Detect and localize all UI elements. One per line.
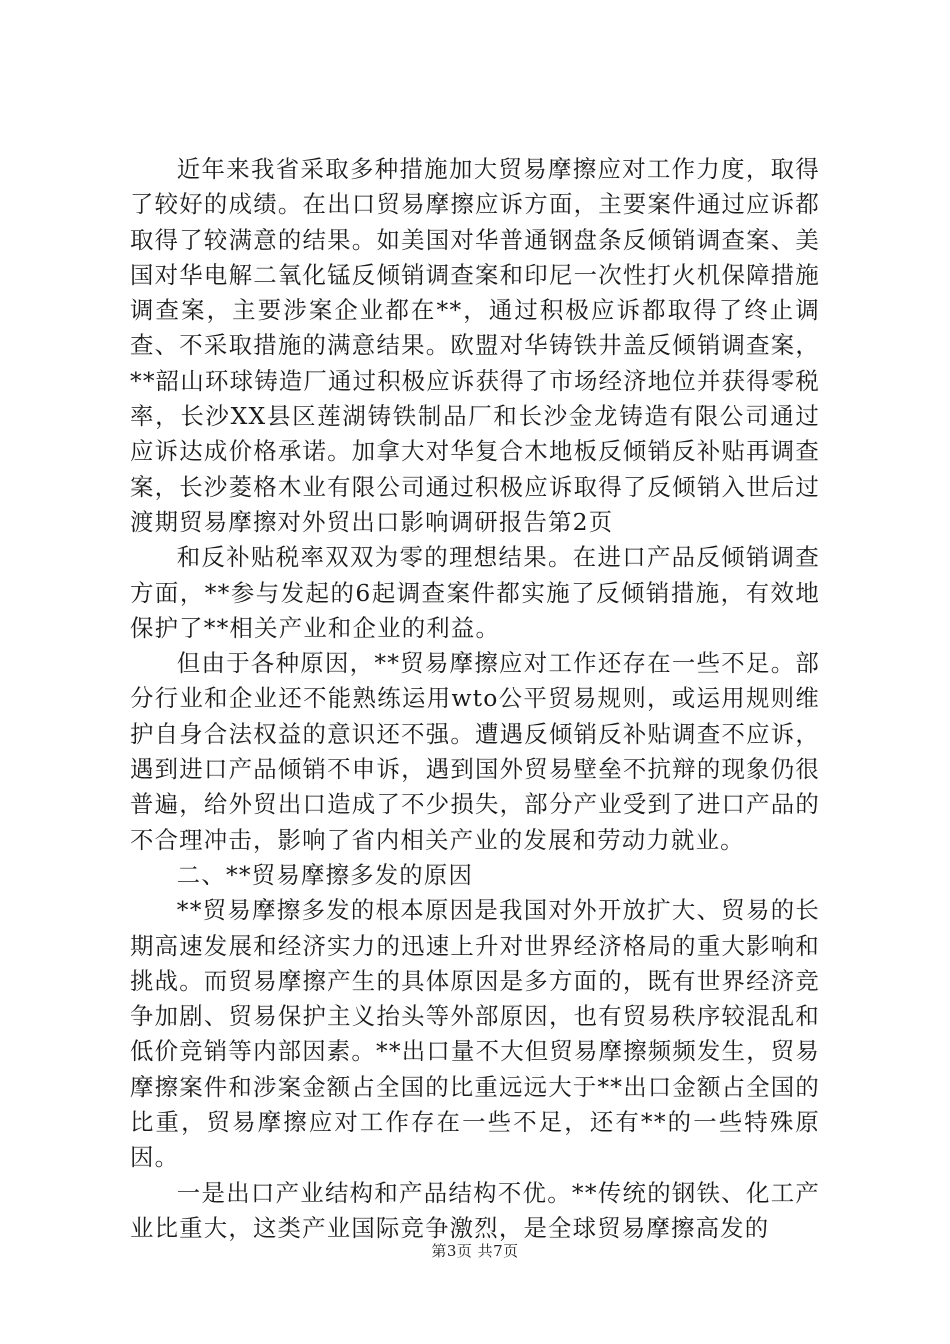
paragraph-root-causes: **贸易摩擦多发的根本原因是我国对外开放扩大、贸易的长期高速发展和经济实力的迅速上升对世界经济格局的重大影响和挑战。而贸易摩擦产生的具体原因是多方面的，既有世界经济竞争加剧、贸易保护主义抬头等外部原因，也有贸易秩序较混乱和低价竞销等内部因素。**出口量不大但贸易摩擦频频发生，贸易摩擦案件和涉案金额占全国的比重远远大于**出口金额占全国的比重，贸易摩擦应对工作存在一些不足，还有**的一些特殊原因。 xyxy=(130,896,820,1172)
paragraph-intro: 近年来我省采取多种措施加大贸易摩擦应对工作力度，取得了较好的成绩。在出口贸易摩擦应诉方面，主要案件通过应诉都取得了较满意的结果。如美国对华普通钢盘条反倾销调查案、美国对华电解二氧化锰反倾销调查案和印尼一次性打火机保障措施调查案，主要涉案企业都在**，通过积极应诉都取得了终止调查、不采取措施的满意结果。欧盟对华铸铁井盖反倾销调查案，**韶山环球铸造厂通过积极应诉获得了市场经济地位并获得零税率，长沙XX县区莲湖铸铁制品厂和长沙金龙铸造有限公司通过应诉达成价格承诺。加拿大对华复合木地板反倾销反补贴再调查案，长沙菱格木业有限公司通过积极应诉取得了反倾销入世后过渡期贸易摩擦对外贸出口影响调研报告第2页 xyxy=(130,155,820,536)
paragraph-structure: 一是出口产业结构和产品结构不优。**传统的钢铁、化工产业比重大，这类产业国际竞争激烈，是全球贸易摩擦高发的 xyxy=(130,1178,820,1242)
page-footer: 第3页 共7页 xyxy=(431,1242,519,1260)
section-heading: 二、**贸易摩擦多发的原因 xyxy=(176,860,474,889)
paragraph-import-results: 和反补贴税率双双为零的理想结果。在进口产品反倾销调查方面，**参与发起的6起调查案件都实施了反倾销措施，有效地保护了**相关产业和企业的利益。 xyxy=(130,543,820,642)
paragraph-shortcomings: 但由于各种原因，**贸易摩擦应对工作还存在一些不足。部分行业和企业还不能熟练运用wto公平贸易规则，或运用规则维护自身合法权益的意识还不强。遭遇反倾销反补贴调查不应诉，遇到进口产品倾销不申诉，遇到国外贸易壁垒不抗辩的现象仍很普遍，给外贸出口造成了不少损失，部分产业受到了进口产品的不合理冲击，影响了省内相关产业的发展和劳动力就业。 xyxy=(130,649,820,854)
document-body xyxy=(130,152,820,1246)
